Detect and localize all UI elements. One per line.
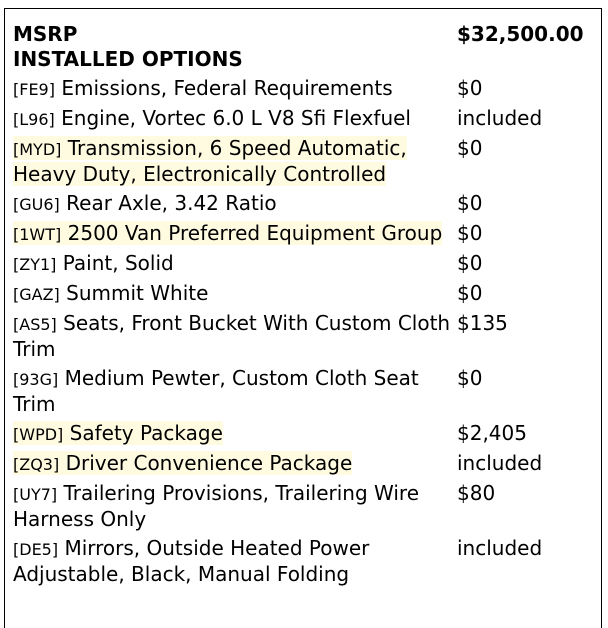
option-code: [WPD] (13, 425, 64, 444)
option-description-cell (13, 281, 457, 307)
option-description-cell (13, 421, 457, 447)
option-description-cell (13, 106, 457, 132)
option-price: $0 (457, 191, 483, 215)
option-code: [MYD] (13, 140, 62, 159)
option-description-cell (13, 311, 457, 362)
option-text (13, 76, 393, 100)
option-row (13, 191, 595, 217)
option-description-cell (13, 251, 457, 277)
option-row (13, 106, 595, 132)
option-row (13, 251, 595, 277)
option-description: 2500 Van Preferred Equipment Group (67, 221, 443, 245)
option-price: $80 (457, 481, 496, 505)
option-row (13, 421, 595, 447)
msrp-value: $32,500.00 (457, 22, 584, 46)
msrp-label: MSRP (13, 22, 78, 46)
option-code: [GAZ] (13, 285, 60, 304)
option-description-cell (13, 481, 457, 532)
option-text (13, 136, 407, 186)
option-code: [93G] (13, 370, 59, 389)
option-row (13, 481, 595, 532)
option-text (13, 191, 277, 215)
option-description-cell (13, 536, 457, 587)
option-row (13, 366, 595, 417)
option-code: [GU6] (13, 195, 60, 214)
option-rows (13, 76, 595, 587)
option-description: Safety Package (69, 421, 223, 445)
window-sticker-panel (4, 8, 602, 628)
option-description: Trailering Provisions, Trailering Wire Harness Only (13, 481, 420, 531)
option-text (13, 281, 208, 305)
option-description-cell (13, 76, 457, 102)
option-description: Rear Axle, 3.42 Ratio (66, 191, 277, 215)
section-title: INSTALLED OPTIONS (13, 47, 243, 71)
option-price: $135 (457, 311, 508, 335)
option-text (13, 221, 442, 245)
option-price: included (457, 451, 543, 475)
option-price: $0 (457, 281, 483, 305)
option-row (13, 311, 595, 362)
option-price: $0 (457, 221, 483, 245)
option-code: [ZQ3] (13, 455, 60, 474)
option-text (13, 106, 411, 130)
option-text (13, 481, 419, 531)
option-price: $0 (457, 251, 483, 275)
option-description: Emissions, Federal Requirements (61, 76, 393, 100)
option-code: [FE9] (13, 80, 55, 99)
option-text (13, 536, 369, 586)
option-description: Seats, Front Bucket With Custom Cloth Trim (13, 311, 451, 361)
option-description: Summit White (66, 281, 209, 305)
section-title-row (13, 47, 595, 72)
option-text (13, 366, 419, 416)
option-description-cell (13, 451, 457, 477)
option-row (13, 76, 595, 102)
option-description: Transmission, 6 Speed Automatic, Heavy Duty, Electronically Controlled (13, 136, 407, 186)
option-description: Mirrors, Outside Heated Power Adjustable, Black, Manual Folding (13, 536, 370, 586)
option-row (13, 221, 595, 247)
option-row (13, 536, 595, 587)
options-list (13, 22, 595, 587)
option-description-cell (13, 136, 457, 187)
msrp-row (13, 22, 595, 47)
option-price: included (457, 106, 543, 130)
option-row (13, 281, 595, 307)
option-price: $0 (457, 366, 483, 390)
option-description-cell (13, 221, 457, 247)
option-price: $0 (457, 136, 483, 160)
option-code: [AS5] (13, 315, 57, 334)
option-text (13, 311, 450, 361)
option-text (13, 451, 352, 475)
option-code: [L96] (13, 110, 55, 129)
option-description-cell (13, 366, 457, 417)
option-price: $0 (457, 76, 483, 100)
option-description-cell (13, 191, 457, 217)
option-code: [UY7] (13, 485, 58, 504)
option-row (13, 136, 595, 187)
option-description: Medium Pewter, Custom Cloth Seat Trim (13, 366, 419, 416)
option-price: included (457, 536, 543, 560)
option-text (13, 421, 223, 445)
option-price: $2,405 (457, 421, 527, 445)
option-text (13, 251, 174, 275)
option-code: [1WT] (13, 225, 62, 244)
option-code: [DE5] (13, 540, 59, 559)
option-row (13, 451, 595, 477)
option-code: [ZY1] (13, 255, 57, 274)
option-description: Engine, Vortec 6.0 L V8 Sfi Flexfuel (61, 106, 411, 130)
option-description: Paint, Solid (62, 251, 174, 275)
option-description: Driver Convenience Package (65, 451, 353, 475)
